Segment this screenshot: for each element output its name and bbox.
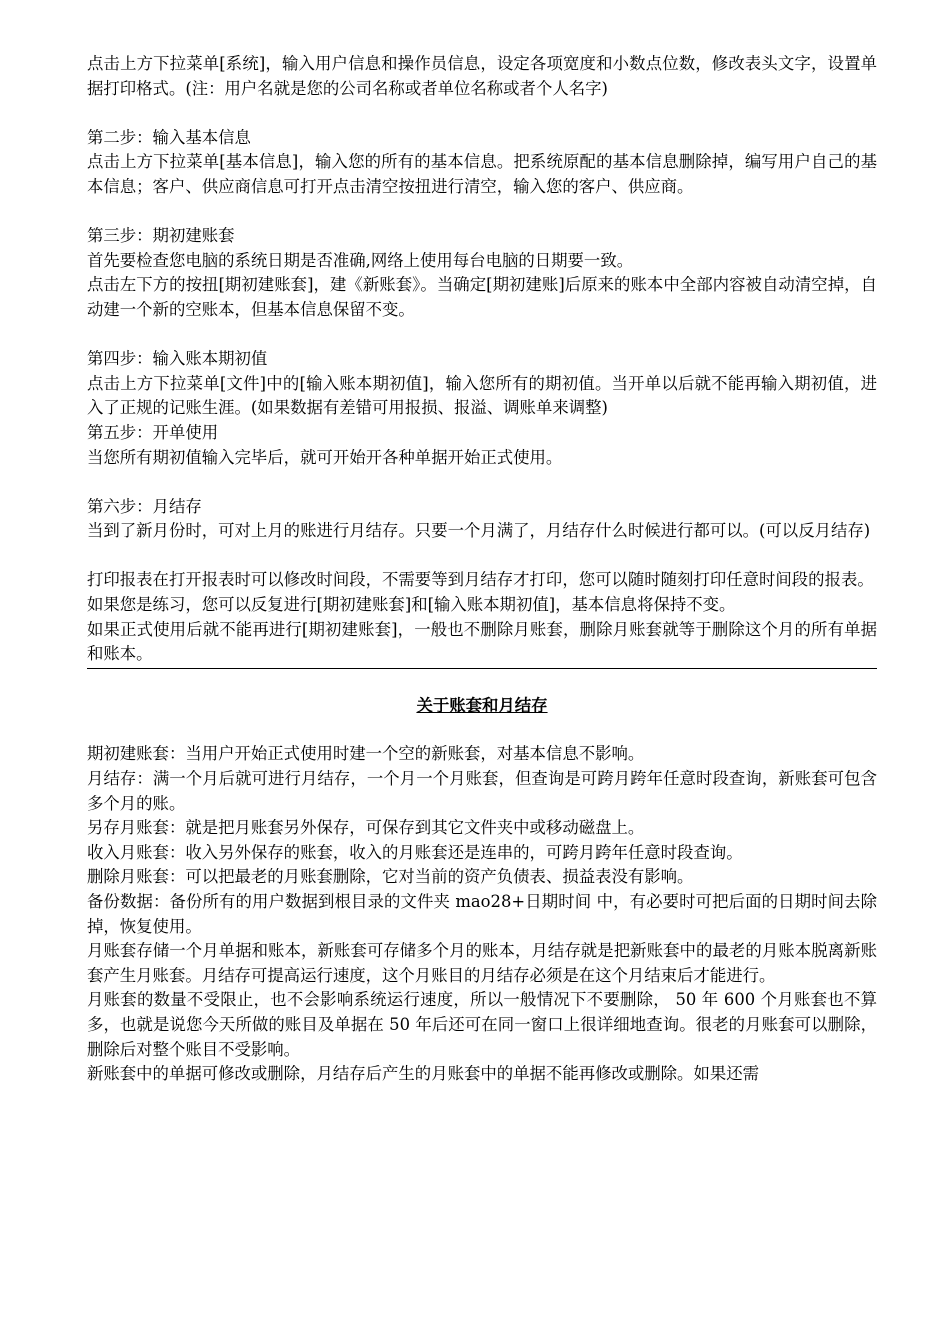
- note-paragraph-1: 打印报表在打开报表时可以修改时间段，不需要等到月结存才打印，您可以随时随刻打印任意时间段的报表。: [87, 570, 874, 590]
- section-divider: [87, 668, 877, 669]
- section-title: 关于账套和月结存: [416, 695, 548, 715]
- intro-paragraph: 点击上方下拉菜单[系统]，输入用户信息和操作员信息，设定各项宽度和小数点位数，修改表头文字，设置单据打印格式。(注：用户名就是您的公司名称或者单位名称或者个人名字): [87, 54, 877, 98]
- step2-title: 第二步：输入基本信息: [87, 127, 251, 147]
- section-paragraph-6: 备份数据：备份所有的用户数据到根目录的文件夹 mao28+日期时间 中，有必要时可把后面的日期时间去除掉，恢复使用。: [87, 892, 877, 936]
- section-paragraph-7: 月账套存储一个月单据和账本，新账套可存储多个月的账本，月结存就是把新账套中的最老的月账本脱离新账套产生月账套。月结存可提高运行速度，这个月账目的月结存必须是在这个月结束后才能进行。: [87, 941, 877, 985]
- section-paragraph-5: 删除月账套：可以把最老的月账套删除，它对当前的资产负债表、损益表没有影响。: [87, 867, 694, 887]
- spacer: [87, 323, 877, 348]
- note-paragraph-2: 如果您是练习，您可以反复进行[期初建账套]和[输入账本期初值]，基本信息将保持不变。: [87, 595, 736, 615]
- step6-paragraph: 当到了新月份时，可对上月的账进行月结存。只要一个月满了，月结存什么时候进行都可以。(可以反月结存): [87, 521, 871, 541]
- spacer: [87, 544, 877, 569]
- spacer: [87, 101, 877, 126]
- step3-title: 第三步：期初建账套: [87, 226, 235, 246]
- step4-title: 第四步：输入账本期初值: [87, 349, 268, 369]
- section-paragraph-1: 期初建账套：当用户开始正式使用时建一个空的新账套，对基本信息不影响。: [87, 744, 645, 764]
- step2-paragraph: 点击上方下拉菜单[基本信息]，输入您的所有的基本信息。把系统原配的基本信息删除掉，编写用户自己的基本信息；客户、供应商信息可打开点击清空按扭进行清空，输入您的客户、供应商。: [87, 152, 877, 196]
- step6-title: 第六步：月结存: [87, 496, 202, 516]
- step3-paragraph-1: 首先要检查您电脑的系统日期是否准确,网络上使用每台电脑的日期要一致。: [87, 250, 634, 270]
- section-paragraph-4: 收入月账套：收入另外保存的账套，收入的月账套还是连串的，可跨月跨年任意时段查询。: [87, 842, 743, 862]
- step3-paragraph-2: 点击左下方的按扭[期初建账套]，建《新账套》。当确定[期初建账]后原来的账本中全部内容被自动清空掉，自动建一个新的空账本，但基本信息保留不变。: [87, 275, 877, 319]
- document-page: [87, 52, 877, 1087]
- section-paragraph-9: 新账套中的单据可修改或删除，月结存后产生的月账套中的单据不能再修改或删除。如果还需: [87, 1064, 760, 1084]
- step5-paragraph: 当您所有期初值输入完毕后，就可开始开各种单据开始正式使用。: [87, 447, 563, 467]
- step5-title: 第五步：开单使用: [87, 422, 219, 442]
- spacer: [87, 200, 877, 225]
- section-paragraph-3: 另存月账套：就是把月账套另外保存，可保存到其它文件夹中或移动磁盘上。: [87, 818, 645, 838]
- section-paragraph-2: 月结存：满一个月后就可进行月结存，一个月一个月账套，但查询是可跨月跨年任意时段查询，新账套可包含多个月的账。: [87, 769, 877, 813]
- spacer: [87, 470, 877, 495]
- note-paragraph-3: 如果正式使用后就不能再进行[期初建账套]，一般也不删除月账套，删除月账套就等于删除这个月的所有单据和账本。: [87, 619, 877, 664]
- step4-paragraph: 点击上方下拉菜单[文件]中的[输入账本期初值]，输入您所有的期初值。当开单以后就不能再输入期初值，进入了正规的记账生涯。(如果数据有差错可用报损、报溢、调账单来调整): [87, 373, 877, 418]
- section-paragraph-8: 月账套的数量不受限止，也不会影响系统运行速度，所以一般情况下不要删除， 50 年 600 个月账套也不算多，也就是说您今天所做的账目及单据在 50 年后还可在同一窗口上很详细地查询。很老的月账套可以删除，删除后对整个账目不受影响。: [87, 990, 877, 1059]
